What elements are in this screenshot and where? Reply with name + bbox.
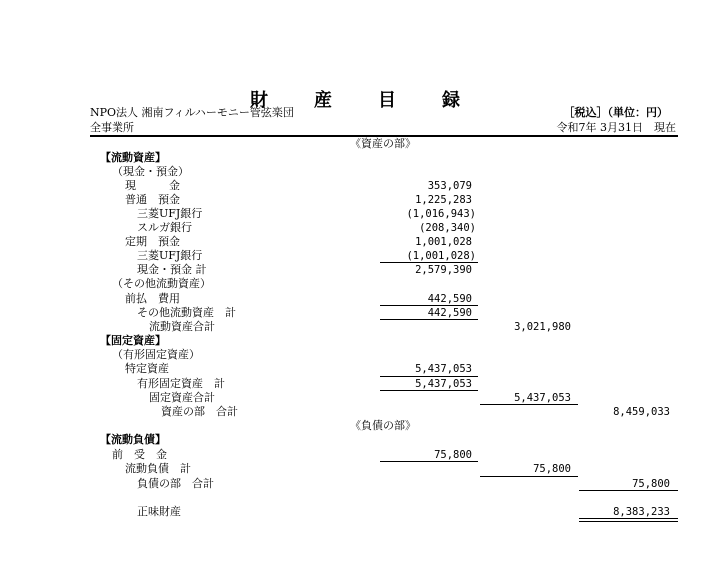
term-deposit-label: 定期 預金 (125, 235, 180, 248)
prepaid-label: 前払 費用 (125, 292, 180, 305)
current-assets-total-label: 流動資産合計 (149, 320, 215, 333)
mufg-term-value: (1,001,028) (406, 250, 476, 262)
net-assets-label: 正味財産 (137, 505, 181, 518)
tangible-total-label: 有形固定資産 計 (137, 377, 225, 390)
mufg-term-label: 三菱UFJ銀行 (137, 249, 203, 262)
net-assets-double-rule-top (579, 518, 678, 519)
liab-total-label: 負債の部 合計 (137, 477, 214, 490)
other-current-total-value: 442,590 (427, 307, 472, 319)
liab-total-rule (579, 490, 678, 491)
suruga-label: スルガ銀行 (137, 221, 192, 234)
org-name: NPO法人 湘南フィルハーモニー管弦楽団 (90, 106, 294, 119)
advance-received-value: 75,800 (434, 449, 472, 461)
prepaid-value: 442,590 (427, 293, 472, 305)
current-liab-total-label: 流動負債 計 (125, 462, 191, 475)
fixed-total-value: 5,437,053 (514, 392, 571, 404)
cash-label: 現 金 (125, 179, 180, 192)
cash-total-value: 2,579,390 (415, 264, 472, 276)
section-liabilities-heading: 《負債の部》 (350, 419, 416, 432)
fixed-total-label: 固定資産合計 (149, 391, 215, 404)
current-liab-total-rule (480, 476, 578, 477)
assets-total-label: 資産の部 合計 (161, 405, 238, 418)
specified-assets-value: 5,437,053 (415, 363, 472, 375)
cash-value: 353,079 (427, 180, 472, 192)
tangible-under-rule (380, 390, 478, 391)
tangible-total-value: 5,437,053 (415, 378, 472, 390)
current-liab-total-value: 75,800 (533, 463, 571, 475)
assets-total-value: 8,459,033 (613, 406, 670, 418)
page-title: 財 産 目 録 (250, 90, 474, 111)
cash-deposits-heading: （現金・預金） (112, 165, 189, 178)
section-assets-heading: 《資産の部》 (350, 137, 416, 150)
liab-total-value: 75,800 (632, 478, 670, 490)
other-current-heading: （その他流動資産） (112, 277, 211, 290)
report-date: 令和7年 3月31日 現在 (556, 121, 676, 134)
net-assets-double-rule-bottom (579, 521, 678, 522)
advance-received-label: 前 受 金 (112, 448, 167, 461)
current-assets-total-value: 3,021,980 (514, 321, 571, 333)
suruga-value: (208,340) (419, 222, 476, 234)
cash-total-label: 現金・預金 計 (137, 263, 207, 276)
term-deposit-value: 1,001,028 (415, 236, 472, 248)
other-current-total-label: その他流動資産 計 (137, 306, 236, 319)
ordinary-deposit-label: 普通 預金 (125, 193, 180, 206)
fixed-assets-heading: 【固定資産】 (100, 334, 166, 347)
ordinary-deposit-value: 1,225,283 (415, 194, 472, 206)
net-assets-value: 8,383,233 (613, 506, 670, 518)
tangible-heading: （有形固定資産） (112, 348, 200, 361)
mufg-ordinary-label: 三菱UFJ銀行 (137, 207, 203, 220)
unit-note: ［税込］（単位：円） (563, 106, 668, 119)
mufg-ordinary-value: (1,016,943) (406, 208, 476, 220)
division-label: 全事業所 (90, 121, 134, 134)
specified-assets-label: 特定資産 (125, 362, 169, 375)
other-current-under-rule (380, 319, 478, 320)
current-assets-heading: 【流動資産】 (100, 151, 166, 164)
current-liabilities-heading: 【流動負債】 (100, 433, 166, 446)
advance-rule (380, 461, 478, 462)
